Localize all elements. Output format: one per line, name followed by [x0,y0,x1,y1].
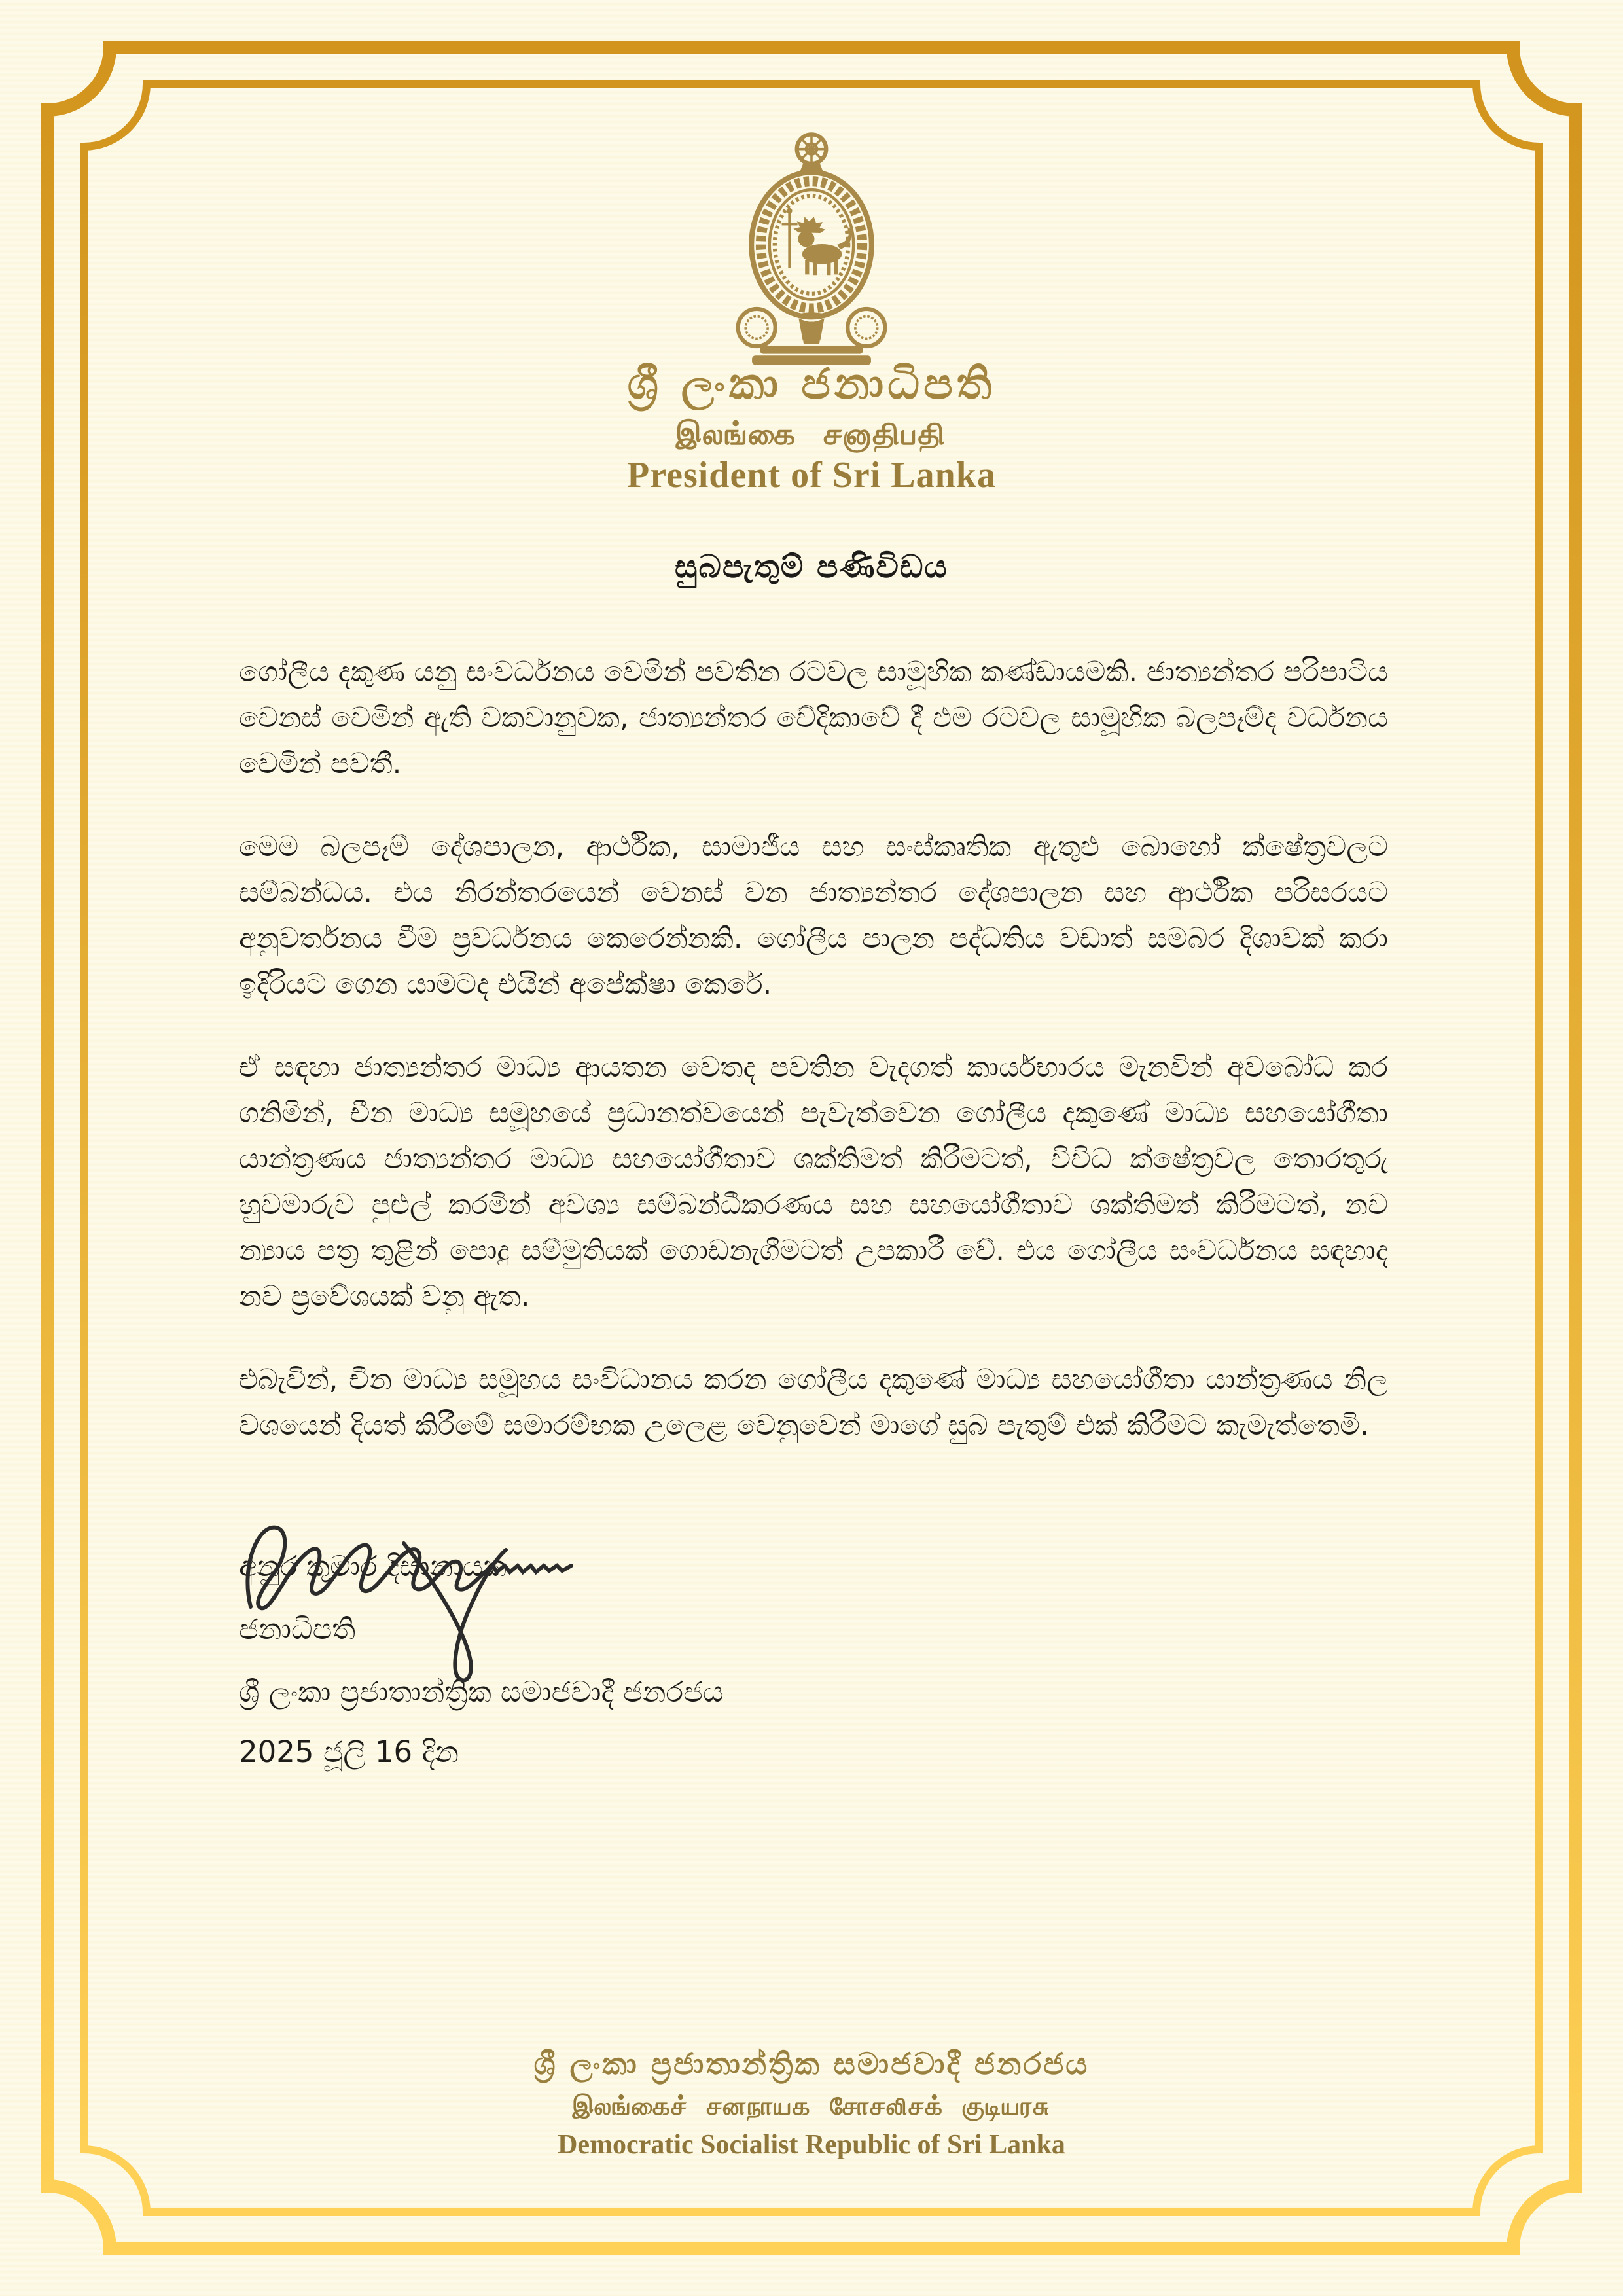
header-title-english: President of Sri Lanka [627,455,996,495]
footer [0,2046,1623,2161]
letter-paragraph: ගෝලීය දකුණ යනු සංවර්ධනය වෙමින් පවතින රටවල සාමූහික කණ්ඩායමකි. ජාත්‍යන්තර පරිපාටිය වෙනස් වෙමින් ඇති වකවානුවක, ජාත්‍යන්තර වේදිකාවේ දී එම රටවල සාමූහික බලපෑම්ද වර්ධනය වෙමින් පවතී. [239,656,1388,780]
signatory-name: අනුර කුමාර දිසානායක [239,1550,507,1583]
footer-line-tamil: இலங்கைச் சனநாயக சோசலிசக் குடியரசு [572,2092,1051,2121]
letter-paragraph: එබැවින්, චීන මාධ්‍ය සමූහය සංවිධානය කරන ගෝලීය දකුණේ මාධ්‍ය සහයෝගීතා යාන්ත්‍රණය නිල වශයෙන් දියත් කිරීමේ සමාරම්භක උලෙළ වෙනුවෙන් මාගේ සුබ පැතුම් එක් කිරීමට කැමැත්තෙමි. [239,1363,1388,1442]
signatory-role: ජනාධිපති [239,1613,356,1646]
letter-subject: සුබපැතුම් පණිවිඩය [675,548,948,585]
header-title-sinhala: ශ්‍රී ලංකා ජනාධිපති [627,359,996,409]
emblem-lion-icon [782,208,852,276]
footer-line-english: Democratic Socialist Republic of Sri Lanka [558,2130,1065,2160]
header-title-tamil: இலங்கை சனாதிபதி [675,416,948,452]
letter-body [239,649,1388,1486]
signature-block [239,1484,1024,1785]
handwritten-signature-icon [232,1473,638,1689]
signatory-country: ශ්‍රී ලංකා ප්‍රජාතාන්ත්‍රික සමාජවාදී ජනරජය [239,1676,724,1709]
emblem-moon-icon [847,309,885,346]
letter-paragraph: ඒ සඳහා ජාත්‍යන්තර මාධ්‍ය ආයතන වෙතද පවතින වැදගත් කාර්යභාරය මැනවින් අවබෝධ කර ගනිමින්, චීන මාධ්‍ය සමූහයේ ප්‍රධානත්වයෙන් පැවැත්වෙන ගෝලීය දකුණේ මාධ්‍ය සහයෝගීතා යාන්ත්‍රණය ජාත්‍යන්තර මාධ්‍ය සහයෝගීතාව ශක්තිමත් කිරීමටත්, විවිධ ක්ෂේත්‍රවල තොරතුරු හුවමාරුව පුළුල් කරමින් අවශ්‍ය සම්බන්ධීකරණය සහ සහයෝගීතාව ශක්තිමත් කිරීමටත්, නව න්‍යාය පත්‍ර තුළින් පොදු සම්මුතියක් ගොඩනැගීමටත් උපකාරී වේ. එය ගෝලීය සංවර්ධනය සඳහාද නව ප්‍රවේශයක් වනු ඇත. [239,1051,1388,1313]
letter-paragraph: මෙම බලපෑම් දේශපාලන, ආර්ථික, සාමාජීය සහ සංස්කෘතික ඇතුළු බොහෝ ක්ෂේත්‍රවලට සම්බන්ධය. එය නිරන්තරයෙන් වෙනස් වන ජාත්‍යන්තර දේශපාලන සහ ආර්ථික පරිසරයට අනුවර්තනය වීම ප්‍රවර්ධනය කෙරෙන්නකි. ගෝලීය පාලන පද්ධතිය වඩාත් සමබර දිශාවක් කරා ඉදිරියට ගෙන යාමටද එයින් අපේක්ෂා කෙරේ. [239,831,1388,1001]
emblem-vase-icon [796,312,827,344]
emblem-sun-icon [738,309,776,346]
sri-lanka-national-emblem-icon [724,126,899,373]
letter-date: 2025 ජූලි 16 දින [239,1734,459,1769]
footer-line-sinhala: ශ්‍රී ලංකා ප්‍රජාතාන්ත්‍රික සමාජවාදී ජනරජය [533,2046,1090,2081]
emblem-crown-base [798,163,824,175]
